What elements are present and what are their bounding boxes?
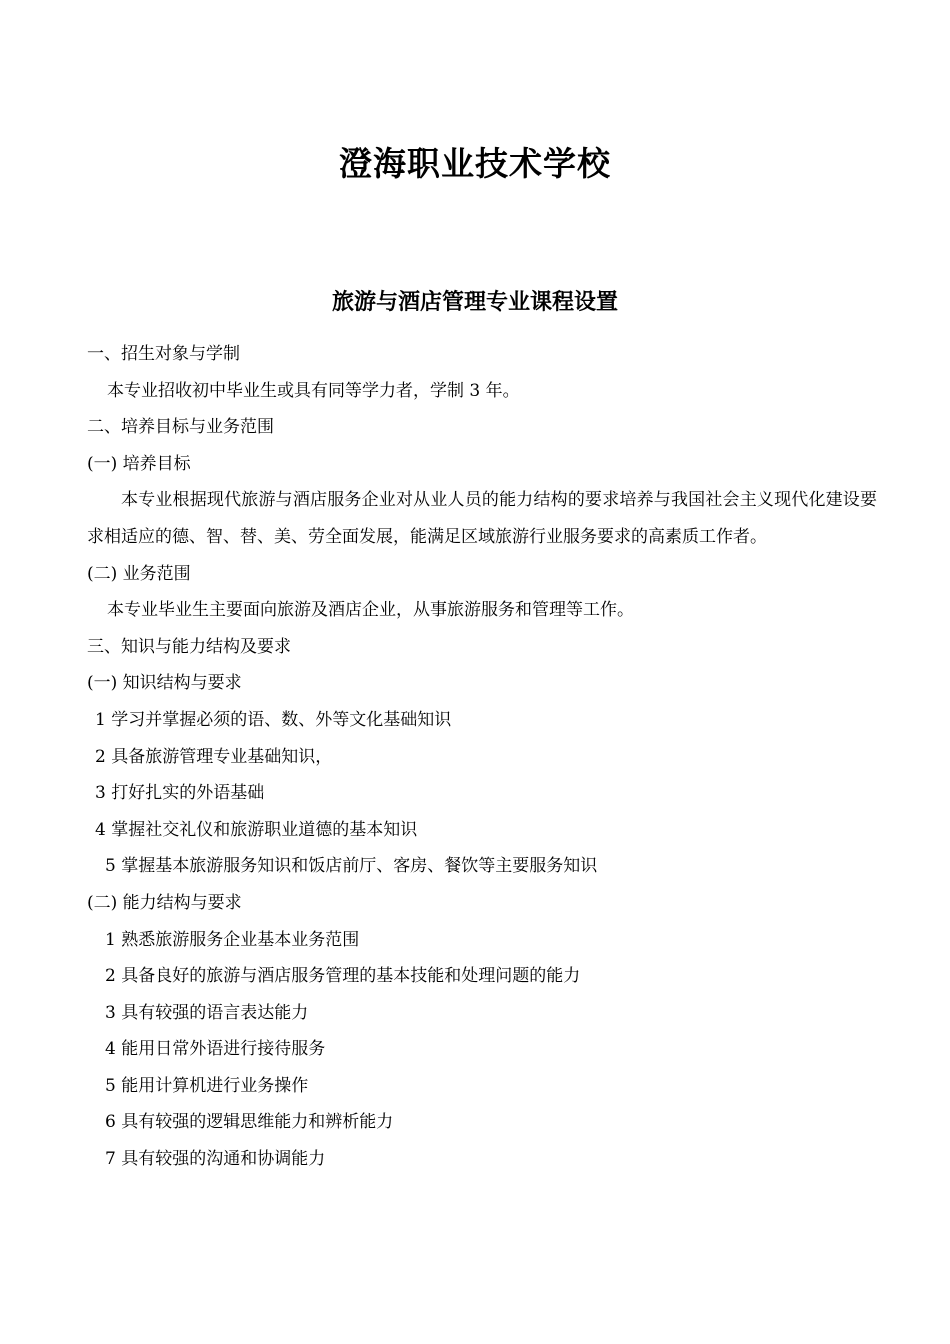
ability-list [87, 922, 877, 1178]
subsection-heading-2-1: (一) 培养目标 [87, 453, 191, 474]
list-item: 5 掌握基本旅游服务知识和饭店前厅、客房、餐饮等主要服务知识 [105, 856, 598, 877]
section-2-1-paragraph: 本专业根据现代旅游与酒店服务企业对从业人员的能力结构的要求培养与我国社会主义现代化建设要求相适应的德、智、替、美、劳全面发展，能满足区域旅游行业服务要求的高素质工作者。 [87, 490, 877, 547]
list-item: 2 具备良好的旅游与酒店服务管理的基本技能和处理问题的能力 [105, 966, 581, 987]
section-heading-2: 二、培养目标与业务范围 [87, 417, 274, 438]
school-title: 澄海职业技术学校 [339, 144, 611, 183]
list-item: 6 具有较强的逻辑思维能力和辨析能力 [105, 1112, 394, 1133]
list-item: 4 掌握社交礼仪和旅游职业道德的基本知识 [95, 819, 418, 840]
document-title: 旅游与酒店管理专业课程设置 [331, 289, 618, 315]
list-item: 2 具备旅游管理专业基础知识， [95, 746, 333, 767]
subsection-heading-3-1: (一) 知识结构与要求 [87, 673, 242, 694]
list-item: 5 能用计算机进行业务操作 [105, 1075, 309, 1096]
section-heading-3: 三、知识与能力结构及要求 [87, 636, 291, 657]
document-body [87, 336, 877, 1178]
section-1-text: 本专业招收初中毕业生或具有同等学力者，学制 3 年。 [107, 380, 520, 401]
section-2-2-text: 本专业毕业生主要面向旅游及酒店企业，从事旅游服务和管理等工作。 [107, 600, 634, 621]
list-item: 4 能用日常外语进行接待服务 [105, 1039, 326, 1060]
list-item: 3 具有较强的语言表达能力 [105, 1002, 309, 1023]
list-item: 1 学习并掌握必须的语、数、外等文化基础知识 [95, 709, 452, 730]
section-heading-1: 一、招生对象与学制 [87, 344, 240, 364]
list-item: 7 具有较强的沟通和协调能力 [105, 1149, 326, 1170]
list-item: 3 打好扎实的外语基础 [95, 783, 265, 804]
list-item: 1 熟悉旅游服务企业基本业务范围 [105, 929, 360, 950]
knowledge-list [87, 702, 877, 885]
subsection-heading-2-2: (二) 业务范围 [87, 563, 191, 584]
subsection-heading-3-2: (二) 能力结构与要求 [87, 892, 242, 913]
